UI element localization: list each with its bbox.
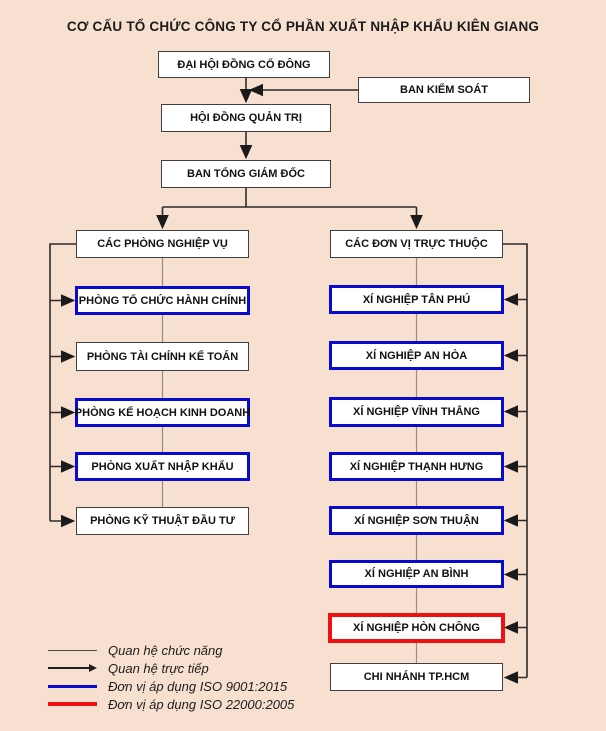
node-phong-xuat-nhap-khau: PHÒNG XUẤT NHẬP KHẨU — [75, 452, 250, 481]
arrow-line-swatch — [48, 664, 97, 672]
legend-label: Đơn vị áp dụng ISO 9001:2015 — [108, 678, 288, 694]
right-direct-spine — [503, 244, 527, 678]
node-dai-hoi-dong-co-dong: ĐẠI HỘI ĐỒNG CỔ ĐÔNG — [158, 51, 330, 78]
node-xi-nghiep-an-hoa: XÍ NGHIỆP AN HÒA — [329, 341, 504, 370]
legend-row-functional — [48, 641, 294, 659]
blue-line-swatch — [48, 685, 97, 688]
node-cac-phong-nghiep-vu: CÁC PHÒNG NGHIỆP VỤ — [76, 230, 249, 258]
node-phong-ky-thuat-dau-tu: PHÒNG KỸ THUẬT ĐẦU TƯ — [76, 507, 249, 535]
legend-row-direct — [48, 659, 294, 677]
node-xi-nghiep-tan-phu: XÍ NGHIỆP TÂN PHÚ — [329, 285, 504, 314]
red-line-swatch — [48, 702, 97, 706]
legend-label: Đơn vị áp dụng ISO 22000:2005 — [108, 696, 295, 712]
legend-label: Quan hệ trực tiếp — [108, 660, 209, 676]
node-phong-ke-hoach-kinh-doanh: PHÒNG KẾ HOẠCH KINH DOANH — [75, 398, 250, 427]
node-chi-nhanh-tp-hcm: CHI NHÁNH TP.HCM — [330, 663, 503, 691]
node-ban-kiem-soat: BAN KIỂM SOÁT — [358, 77, 530, 103]
node-xi-nghiep-vinh-thang: XÍ NGHIỆP VĨNH THẮNG — [329, 397, 504, 427]
chart-title: CƠ CẤU TỔ CHỨC CÔNG TY CỔ PHẦN XUẤT NHẬP KHẨU KIÊN GIANG — [66, 19, 540, 34]
thin-line-swatch — [48, 650, 97, 651]
node-cac-don-vi-truc-thuoc: CÁC ĐƠN VỊ TRỰC THUỘC — [330, 230, 503, 258]
node-phong-tai-chinh-ke-toan: PHÒNG TÀI CHÍNH KẾ TOÁN — [76, 342, 249, 371]
node-xi-nghiep-son-thuan: XÍ NGHIỆP SƠN THUẬN — [329, 506, 504, 535]
node-hoi-dong-quan-tri: HỘI ĐỒNG QUẢN TRỊ — [161, 104, 331, 132]
node-xi-nghiep-hon-chong: XÍ NGHIỆP HÒN CHÔNG — [328, 613, 505, 643]
node-xi-nghiep-an-binh: XÍ NGHIỆP AN BÌNH — [329, 560, 504, 588]
left-direct-spine — [50, 244, 76, 521]
node-xi-nghiep-thanh-hung: XÍ NGHIỆP THẠNH HƯNG — [329, 452, 504, 481]
node-ban-tong-giam-doc: BAN TỔNG GIÁM ĐỐC — [161, 160, 331, 188]
node-phong-to-chuc-hanh-chinh: PHÒNG TỔ CHỨC HÀNH CHÍNH — [75, 286, 250, 315]
legend-label: Quan hệ chức năng — [108, 642, 223, 658]
legend-row-iso9001 — [48, 677, 294, 695]
split-line — [163, 188, 417, 207]
legend-row-iso22000 — [48, 695, 294, 713]
legend — [48, 641, 294, 713]
